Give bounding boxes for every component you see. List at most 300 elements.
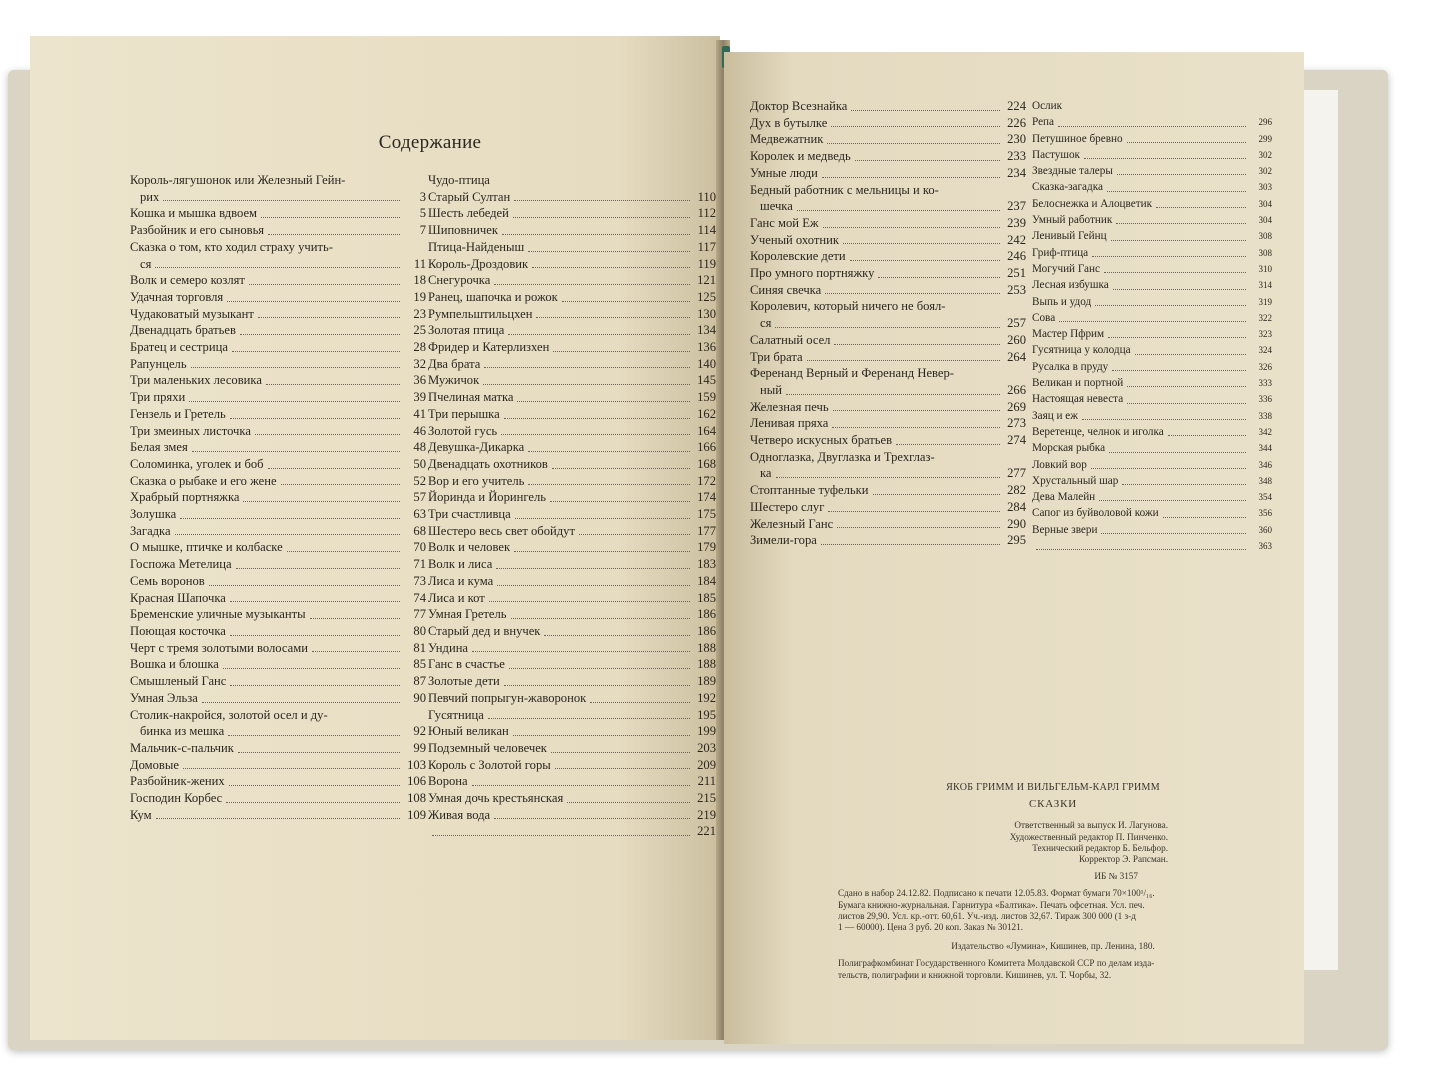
toc-entry	[130, 623, 426, 640]
toc-dot-leader	[1082, 419, 1246, 420]
toc-entry	[130, 723, 426, 740]
toc-entry	[428, 623, 716, 640]
toc-entry	[130, 556, 426, 573]
imprint-printer-line: Полиграфкомбинат Государственного Комитета Молдавской ССР по делам изда-	[838, 958, 1155, 969]
toc-entry	[130, 523, 426, 540]
toc-entry-title: Пастушок	[1032, 148, 1080, 161]
imprint-detail-line: Бумага книжно-журнальная. Гарнитура «Балтика». Печать офсетная. Усл. печ.	[838, 899, 1145, 910]
toc-entry-title: Гусятница у колодца	[1032, 344, 1131, 357]
toc-dot-leader	[1127, 386, 1246, 387]
toc-page-number: 224	[1007, 99, 1026, 113]
toc-dot-leader	[1168, 435, 1246, 436]
toc-dot-leader	[230, 635, 400, 636]
toc-entry	[750, 382, 1026, 399]
toc-dot-leader	[551, 752, 690, 753]
toc-entry-title: Король с Золотой горы	[428, 757, 551, 772]
toc-dot-leader	[1058, 126, 1246, 127]
toc-dot-leader	[189, 401, 400, 402]
toc-page-number: 237	[1007, 199, 1026, 214]
toc-entry	[750, 298, 1026, 315]
toc-entry-title: Старый Султан	[428, 189, 511, 204]
toc-entry	[750, 499, 1026, 516]
toc-dot-leader	[258, 317, 400, 318]
toc-page-number: 50	[413, 456, 426, 471]
imprint-credit-line: Ответственный за выпуск И. Лагунова.	[1014, 820, 1168, 831]
toc-entry-title: Юный великан	[428, 724, 509, 739]
toc-dot-leader	[1108, 337, 1246, 338]
toc-entry-title: Йоринда и Йорингель	[428, 490, 546, 505]
toc-page-number: 189	[697, 674, 716, 689]
toc-entry	[428, 823, 716, 840]
toc-entry	[130, 222, 426, 239]
toc-page-number: 11	[413, 256, 426, 271]
toc-entry-title: Сказка-загадка	[1032, 181, 1103, 194]
toc-entry-title: Одноглазка, Двуглазка и Трехглаз-	[750, 449, 935, 464]
toc-entry-title: Белоснежка и Алоцветик	[1032, 197, 1153, 210]
toc-dot-leader	[155, 267, 400, 268]
toc-entry	[130, 456, 426, 473]
toc-dot-leader	[552, 468, 690, 469]
toc-entry-title: Ундина	[428, 640, 469, 655]
toc-page-number: 282	[1007, 483, 1026, 498]
toc-entry	[1032, 294, 1272, 310]
toc-entry-title: Ранец, шапочка и рожок	[428, 289, 558, 304]
toc-page-number: 159	[697, 390, 716, 405]
toc-dot-leader	[249, 284, 400, 285]
toc-dot-leader	[1092, 256, 1246, 257]
toc-entry-title: Три змеиных листочка	[130, 423, 251, 438]
toc-entry	[428, 573, 716, 590]
toc-entry-title: Домовые	[130, 757, 179, 772]
toc-entry-title: Храбрый портняжка	[130, 490, 240, 505]
toc-page-number: 242	[1007, 232, 1026, 247]
toc-entry-title: Зимели-гора	[750, 533, 817, 548]
toc-page-number: 203	[697, 740, 716, 755]
toc-page-number: 57	[413, 490, 426, 505]
toc-page-number: 19	[413, 289, 426, 304]
toc-entry	[1032, 212, 1272, 228]
toc-entry-title: Двенадцать братьев	[130, 323, 236, 338]
toc-page-number: 18	[413, 273, 426, 288]
toc-entry-title: Господин Корбес	[130, 791, 223, 806]
toc-page-number: 145	[697, 373, 716, 388]
toc-entry-title: Ленивый Гейнц	[1032, 230, 1107, 243]
toc-dot-leader	[255, 434, 400, 435]
toc-entry	[750, 98, 1026, 115]
toc-dot-leader	[310, 618, 400, 619]
toc-dot-leader	[550, 501, 690, 502]
toc-page-number: 209	[697, 757, 716, 772]
toc-page-number: 354	[1258, 492, 1272, 503]
toc-entry	[130, 372, 426, 389]
toc-page-number: 295	[1007, 533, 1026, 548]
toc-entry-title: Сова	[1032, 311, 1056, 324]
toc-page-number: 215	[697, 791, 716, 806]
toc-dot-leader	[1112, 370, 1246, 371]
toc-page-number: 233	[1007, 149, 1026, 164]
toc-entry	[130, 322, 426, 339]
toc-page-number: 110	[697, 189, 716, 204]
toc-entry	[428, 640, 716, 657]
toc-page-number: 269	[1007, 399, 1026, 414]
toc-entry-title: Доктор Всезнайка	[750, 99, 848, 113]
toc-entry-title: Два брата	[428, 356, 481, 371]
toc-dot-leader	[494, 284, 690, 285]
toc-page-number: 344	[1258, 443, 1272, 454]
toc-dot-leader	[873, 494, 1001, 495]
toc-entry	[428, 205, 716, 222]
toc-entry-title: Умная Гретель	[428, 607, 507, 622]
toc-entry-title: шечка	[760, 199, 793, 214]
toc-entry	[750, 131, 1026, 148]
toc-entry-title: рих	[140, 189, 160, 204]
toc-entry-title: ный	[760, 382, 782, 397]
toc-entry	[428, 456, 716, 473]
toc-entry	[750, 349, 1026, 366]
toc-dot-leader	[312, 651, 400, 652]
toc-dot-leader	[192, 451, 400, 452]
toc-entry-title: Лесная избушка	[1032, 279, 1109, 292]
toc-page-number: 166	[697, 440, 716, 455]
toc-page-number: 302	[1258, 149, 1272, 160]
toc-entry-title: Черт с тремя золотыми волосами	[130, 640, 308, 655]
toc-entry	[428, 339, 716, 356]
toc-page-number: 23	[413, 306, 426, 321]
toc-entry	[1032, 131, 1272, 147]
toc-entry	[130, 389, 426, 406]
toc-column-left-1	[130, 172, 426, 823]
toc-dot-leader	[878, 277, 1000, 278]
toc-entry	[428, 256, 716, 273]
toc-entry-title: Петушиное бревно	[1032, 132, 1123, 145]
toc-entry-title: Русалка в пруду	[1032, 360, 1109, 373]
toc-dot-leader	[590, 702, 690, 703]
toc-dot-leader	[202, 702, 400, 703]
toc-entry-title: Салатный осел	[750, 332, 831, 347]
toc-entry	[130, 790, 426, 807]
toc-entry	[428, 406, 716, 423]
toc-page-number: 221	[697, 824, 716, 839]
toc-entry	[130, 656, 426, 673]
toc-entry	[428, 289, 716, 306]
toc-entry	[130, 406, 426, 423]
toc-dot-leader	[536, 317, 690, 318]
toc-page-number: 179	[697, 540, 716, 555]
toc-page-number: 336	[1258, 394, 1272, 405]
toc-page-number: 32	[413, 356, 426, 371]
toc-entry-title: Поющая косточка	[130, 623, 226, 638]
toc-entry-title: Соломинка, уголек и боб	[130, 456, 264, 471]
toc-page-number: 177	[697, 523, 716, 538]
toc-dot-leader	[240, 334, 400, 335]
toc-entry	[428, 740, 716, 757]
toc-entry-title: Ганс в счастье	[428, 657, 505, 672]
toc-dot-leader	[544, 635, 690, 636]
imprint-detail-line: листов 29,90. Усл. кр.-отт. 60,61. Уч.-изд. листов 32,67. Тираж 300 000 (1 з-д	[838, 910, 1136, 921]
toc-dot-leader	[226, 802, 400, 803]
toc-entry	[428, 372, 716, 389]
toc-dot-leader	[230, 418, 400, 419]
toc-dot-leader	[501, 434, 690, 435]
toc-page-number: 3	[419, 189, 426, 204]
toc-dot-leader	[1059, 321, 1246, 322]
toc-page-number: 70	[413, 540, 426, 555]
toc-entry-title: Королевич, который ничего не боял-	[750, 299, 946, 314]
toc-entry	[130, 189, 426, 206]
toc-entry-title: Разбойник и его сыновья	[130, 223, 265, 238]
toc-entry-title: Умные люди	[750, 165, 818, 180]
imprint-book-title: СКАЗКИ	[1029, 798, 1077, 811]
toc-entry-title: Фридер и Катерлизхен	[428, 340, 550, 355]
toc-page-number: 195	[697, 707, 716, 722]
toc-entry	[130, 239, 426, 256]
toc-entry	[428, 172, 716, 189]
toc-dot-leader	[822, 177, 1000, 178]
toc-entry-title: Четверо искусных братьев	[750, 433, 893, 448]
toc-dot-leader	[163, 200, 400, 201]
toc-dot-leader	[266, 384, 400, 385]
toc-entry	[750, 282, 1026, 299]
toc-page-number: 346	[1258, 459, 1272, 470]
toc-page-number: 175	[697, 507, 716, 522]
toc-dot-leader	[180, 518, 400, 519]
toc-entry	[1032, 424, 1272, 440]
toc-entry	[428, 239, 716, 256]
toc-entry	[130, 590, 426, 607]
toc-dot-leader	[509, 668, 690, 669]
toc-page-number: 168	[697, 456, 716, 471]
toc-entry	[130, 356, 426, 373]
toc-page-number: 264	[1007, 349, 1026, 364]
toc-entry-title: Король-лягушонок или Железный Гейн-	[130, 173, 346, 187]
toc-page-number: 81	[413, 640, 426, 655]
toc-page-number: 290	[1007, 516, 1026, 531]
toc-entry	[1032, 538, 1272, 554]
toc-page-number: 273	[1007, 416, 1026, 431]
imprint-block	[818, 782, 1288, 981]
toc-page-number: 164	[697, 423, 716, 438]
toc-page-number: 251	[1007, 266, 1026, 281]
toc-entry	[1032, 391, 1272, 407]
toc-entry-title: Вошка и блошка	[130, 657, 219, 672]
toc-dot-leader	[1036, 549, 1246, 550]
toc-dot-leader	[228, 735, 400, 736]
toc-entry	[1032, 440, 1272, 456]
toc-dot-leader	[514, 200, 690, 201]
toc-entry	[1032, 179, 1272, 195]
imprint-credits	[818, 820, 1288, 865]
toc-entry	[130, 773, 426, 790]
toc-entry	[1032, 326, 1272, 342]
toc-entry-title: Три маленьких лесовика	[130, 373, 262, 388]
toc-entry	[750, 165, 1026, 182]
toc-page-number: 174	[697, 490, 716, 505]
toc-entry	[428, 322, 716, 339]
toc-page-number: 73	[413, 573, 426, 588]
toc-entry	[130, 757, 426, 774]
toc-dot-leader	[483, 384, 690, 385]
toc-page-number: 117	[697, 239, 716, 254]
toc-entry-title: Ослик	[1032, 100, 1063, 112]
imprint-ib-number: ИБ № 3157	[1094, 871, 1138, 882]
toc-entry	[750, 315, 1026, 332]
toc-dot-leader	[567, 802, 690, 803]
toc-page-number: 103	[407, 757, 426, 772]
toc-entry-title: Шестеро весь свет обойдут	[428, 523, 575, 538]
toc-dot-leader	[504, 418, 690, 419]
toc-page-number: 186	[697, 607, 716, 622]
toc-entry	[750, 415, 1026, 432]
toc-entry-title: Про умного портняжку	[750, 266, 875, 281]
toc-dot-leader	[1099, 500, 1246, 501]
toc-entry-title: Волк и человек	[428, 540, 511, 555]
toc-entry-title: Золотая птица	[428, 323, 505, 338]
toc-column-right-2	[1032, 98, 1272, 554]
toc-entry-title: Железная печь	[750, 399, 829, 414]
toc-entry-title: Птица-Найденыш	[428, 239, 525, 254]
toc-entry-title: Шесть лебедей	[428, 206, 509, 221]
toc-entry	[750, 482, 1026, 499]
toc-dot-leader	[553, 351, 690, 352]
toc-dot-leader	[223, 668, 400, 669]
toc-dot-leader	[287, 551, 400, 552]
imprint-detail-line: 1 — 60000). Цена 3 руб. 20 коп. Заказ № 30121.	[838, 922, 1024, 933]
toc-page-number: 253	[1007, 282, 1026, 297]
toc-page-number: 36	[413, 373, 426, 388]
toc-dot-leader	[528, 484, 690, 485]
toc-page-number: 284	[1007, 499, 1026, 514]
toc-entry	[750, 148, 1026, 165]
toc-dot-leader	[232, 351, 400, 352]
toc-entry-title: Вор и его учитель	[428, 473, 525, 488]
toc-page-number: 71	[413, 557, 426, 572]
toc-entry-title: Живая вода	[428, 807, 491, 822]
toc-entry	[1032, 147, 1272, 163]
toc-dot-leader	[1113, 289, 1246, 290]
toc-column-right-1	[750, 98, 1026, 549]
toc-entry	[1032, 375, 1272, 391]
toc-entry	[428, 489, 716, 506]
toc-dot-leader	[268, 234, 400, 235]
toc-entry	[428, 556, 716, 573]
toc-dot-leader	[562, 301, 690, 302]
toc-page-number: 266	[1007, 382, 1026, 397]
toc-entry	[130, 256, 426, 273]
toc-dot-leader	[1163, 517, 1246, 518]
toc-entry-title: Девушка-Дикарка	[428, 440, 525, 455]
toc-page-number: 46	[413, 423, 426, 438]
toc-entry-title: Великан и портной	[1032, 377, 1124, 390]
toc-dot-leader	[1127, 142, 1246, 143]
right-page	[724, 52, 1304, 1044]
toc-dot-leader	[227, 301, 400, 302]
toc-dot-leader	[515, 518, 690, 519]
toc-entry-title: Госпожа Метелица	[130, 557, 232, 572]
toc-entry	[1032, 277, 1272, 293]
toc-entry-title: Ленивая пряха	[750, 416, 829, 431]
toc-dot-leader	[855, 160, 1000, 161]
toc-page-number: 99	[413, 740, 426, 755]
toc-entry-title: Старый дед и внучек	[428, 623, 541, 638]
toc-dot-leader	[488, 718, 690, 719]
toc-entry-title: Морская рыбка	[1032, 442, 1106, 455]
toc-page-number: 25	[413, 323, 426, 338]
toc-entry	[130, 707, 426, 724]
toc-page-number: 363	[1258, 541, 1272, 552]
toc-page-number: 323	[1258, 329, 1272, 340]
toc-entry-title: Бременские уличные музыканты	[130, 607, 306, 622]
toc-entry-title: бинка из мешка	[140, 724, 225, 739]
toc-entry	[1032, 98, 1272, 114]
toc-dot-leader	[472, 651, 690, 652]
toc-entry	[750, 265, 1026, 282]
toc-entry	[130, 172, 426, 189]
toc-entry	[130, 690, 426, 707]
toc-entry	[130, 573, 426, 590]
toc-entry-title: Рапунцель	[130, 356, 187, 371]
toc-entry-title: Умный работник	[1032, 214, 1113, 227]
toc-dot-leader	[1107, 191, 1246, 192]
toc-page-number: 239	[1007, 215, 1026, 230]
toc-entry-title: Верные звери	[1032, 523, 1098, 536]
toc-entry	[130, 506, 426, 523]
toc-dot-leader	[514, 551, 690, 552]
imprint-details	[838, 888, 1248, 933]
toc-entry	[428, 539, 716, 556]
toc-page-number: 112	[697, 206, 716, 221]
toc-entry-title: Синяя свечка	[750, 282, 822, 297]
toc-dot-leader	[831, 126, 1000, 127]
toc-dot-leader	[555, 768, 690, 769]
imprint-authors: ЯКОБ ГРИММ И ВИЛЬГЕЛЬМ-КАРЛ ГРИММ	[946, 782, 1160, 793]
toc-dot-leader	[833, 410, 1000, 411]
toc-dot-leader	[502, 234, 690, 235]
toc-dot-leader	[238, 752, 400, 753]
toc-entry-title: Три счастливца	[428, 507, 511, 522]
toc-page-number: 119	[697, 256, 716, 271]
toc-dot-leader	[1156, 207, 1246, 208]
toc-page-number: 234	[1007, 165, 1026, 180]
toc-page-number: 48	[413, 440, 426, 455]
toc-entry-title: Ганс мой Еж	[750, 215, 819, 230]
toc-entry	[750, 198, 1026, 215]
toc-entry	[750, 215, 1026, 232]
toc-dot-leader	[497, 585, 690, 586]
toc-page-number: 303	[1258, 182, 1272, 193]
toc-dot-leader	[786, 394, 1000, 395]
toc-entry	[1032, 505, 1272, 521]
toc-page-number: 140	[697, 356, 716, 371]
toc-dot-leader	[229, 785, 400, 786]
toc-page-number: 121	[697, 273, 716, 288]
toc-entry-title: Звездные талеры	[1032, 165, 1113, 178]
toc-page-number: 80	[413, 623, 426, 638]
toc-dot-leader	[1104, 272, 1246, 273]
toc-dot-leader	[896, 444, 1000, 445]
toc-entry	[428, 389, 716, 406]
toc-dot-leader	[850, 260, 1000, 261]
toc-dot-leader	[837, 527, 1000, 528]
toc-entry	[428, 673, 716, 690]
toc-page-number: 106	[407, 774, 426, 789]
toc-dot-leader	[1127, 403, 1246, 404]
toc-entry	[750, 532, 1026, 549]
toc-page-number: 114	[697, 223, 716, 238]
toc-entry	[130, 423, 426, 440]
toc-entry	[1032, 489, 1272, 505]
toc-page-number: 136	[697, 340, 716, 355]
toc-page-number: 186	[697, 623, 716, 638]
